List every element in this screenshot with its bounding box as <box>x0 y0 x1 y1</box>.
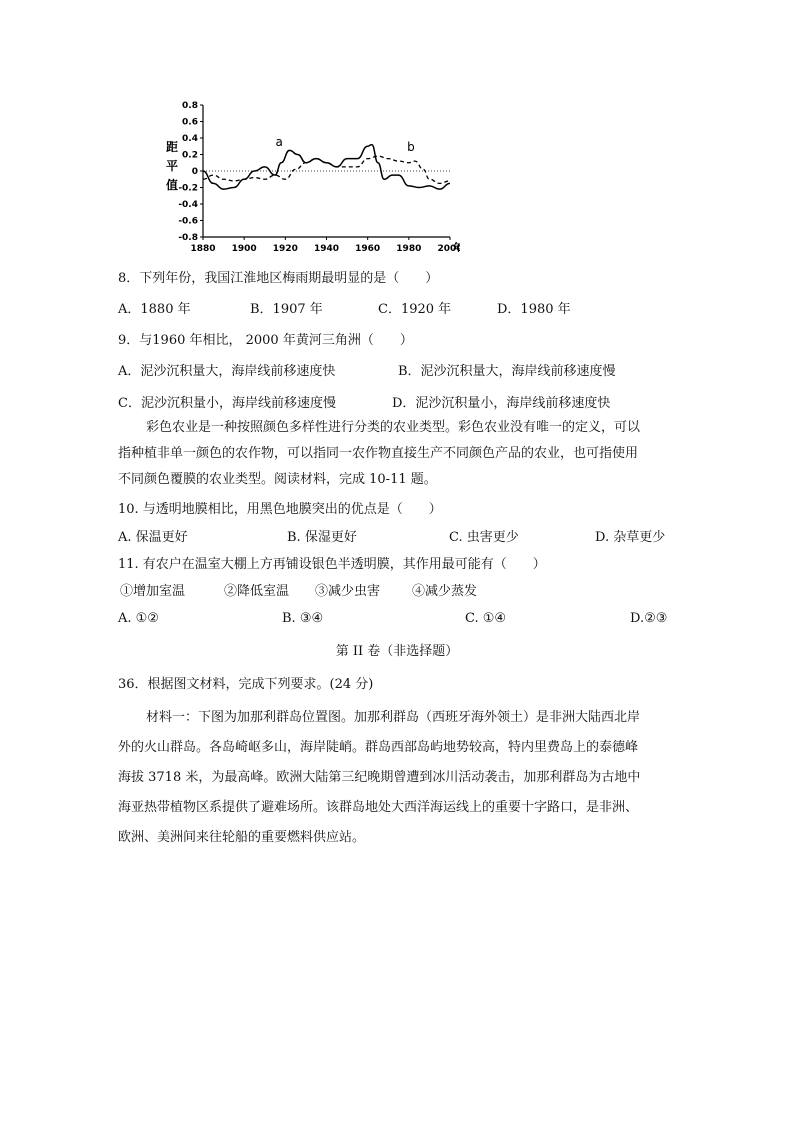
material-line-3: 不同颜色覆膜的农业类型。阅读材料，完成 10-11 题。 <box>118 472 437 487</box>
q8-option-b[interactable]: B．1907 年 <box>250 302 323 317</box>
q11-stem: 11. 有农户在温室大棚上方再铺设银色半透明膜，其作用最可能有（ ） <box>118 557 546 572</box>
x-tick-label: 1900 <box>231 244 257 254</box>
material-line-2: 指种植非单一颜色的农作物，可以指同一农作物直接生产不同颜色产品的农业，也可指使用 <box>118 446 639 461</box>
y-axis-label-char: 值 <box>165 178 179 192</box>
q36-material-line-1: 材料一：下图为加那利群岛位置图。加那利群岛（西班牙海外领土）是非洲大陆西北岸 <box>146 710 641 725</box>
q9-option-a[interactable]: A．泥沙沉积量大，海岸线前移速度快 <box>118 364 336 379</box>
y-axis-label-char: 距 <box>165 140 179 154</box>
q10-option-d[interactable]: D. 杂草更少 <box>595 530 666 545</box>
y-tick-label: -0.6 <box>178 216 198 227</box>
x-tick-label: 1920 <box>272 244 298 254</box>
y-tick-label: 0.2 <box>182 150 198 161</box>
x-axis-unit-label: 年 <box>453 243 460 254</box>
y-tick-label: 0.6 <box>182 117 198 128</box>
q9-option-b[interactable]: B．泥沙沉积量大，海岸线前移速度慢 <box>398 364 616 379</box>
q8-option-d[interactable]: D．1980 年 <box>497 302 571 317</box>
q10-stem: 10. 与透明地膜相比，用黑色地膜突出的优点是（ ） <box>118 502 442 517</box>
q11-option-d[interactable]: D.②③ <box>630 611 668 626</box>
y-tick-label: -0.2 <box>178 183 198 194</box>
q9-option-d[interactable]: D．泥沙沉积量小，海岸线前移速度快 <box>392 396 611 411</box>
q11-item-1: ①增加室温 <box>120 584 186 599</box>
q11-option-b[interactable]: B. ③④ <box>282 611 324 626</box>
q36-material-line-4: 海亚热带植物区系提供了避难场所。该群岛地处大西洋海运线上的重要十字路口，是非洲、 <box>118 800 639 815</box>
y-tick-label: 0.4 <box>182 134 198 144</box>
q11-option-c[interactable]: C. ①④ <box>465 611 507 626</box>
x-tick-label: 1880 <box>190 244 216 254</box>
anomaly-line-chart <box>160 95 460 260</box>
material-line-1: 彩色农业是一种按照颜色多样性进行分类的农业类型。彩色农业没有唯一的定义，可以 <box>146 420 641 435</box>
y-tick-label: -0.8 <box>178 233 198 243</box>
x-tick-label: 1940 <box>313 244 340 254</box>
q11-item-2: ②降低室温 <box>224 584 290 599</box>
series-label-a: a <box>275 134 283 149</box>
q8-stem: 8．下列年份，我国江淮地区梅雨期最明显的是（ ） <box>118 271 439 286</box>
y-tick-label: 0 <box>191 167 198 177</box>
q36-stem: 36．根据图文材料，完成下列要求。(24 分) <box>118 677 374 692</box>
series-label-b: b <box>407 140 415 155</box>
q10-option-c[interactable]: C. 虫害更少 <box>449 530 519 545</box>
q11-item-3: ③减少虫害 <box>315 584 381 599</box>
q9-stem: 9．与1960 年相比， 2000 年黄河三角洲（ ） <box>118 333 413 348</box>
section-2-title: 第 II 卷（非选择题） <box>335 644 459 659</box>
x-tick-label: 1960 <box>355 244 381 254</box>
q36-material-line-5: 欧洲、美洲间来往轮船的重要燃料供应站。 <box>118 830 366 845</box>
series-line-b <box>203 156 450 183</box>
q10-option-a[interactable]: A. 保温更好 <box>118 530 188 545</box>
q9-option-c[interactable]: C．泥沙沉积量小，海岸线前移速度慢 <box>118 396 336 411</box>
q8-option-a[interactable]: A．1880 年 <box>118 302 191 317</box>
y-tick-label: -0.4 <box>178 200 198 210</box>
q8-option-c[interactable]: C．1920 年 <box>378 302 452 317</box>
q36-material-line-2: 外的火山群岛。各岛崎岖多山，海岸陡峭。群岛西部岛屿地势较高，特内里费岛上的泰德峰 <box>118 740 639 755</box>
y-tick-label: 0.8 <box>182 101 198 111</box>
q36-material-line-3: 海拔 3718 米，为最高峰。欧洲大陆第三纪晚期曾遭到冰川活动袭击，加那利群岛为古地中 <box>118 770 641 785</box>
y-axis-label-char: 平 <box>165 159 179 173</box>
q10-option-b[interactable]: B. 保湿更好 <box>287 530 357 545</box>
q11-item-4: ④减少蒸发 <box>412 584 478 599</box>
q11-option-a[interactable]: A. ①② <box>118 611 159 626</box>
x-tick-label: 1980 <box>396 244 422 254</box>
chart-svg <box>160 95 460 260</box>
x-tick-label: 2000 <box>437 244 460 254</box>
